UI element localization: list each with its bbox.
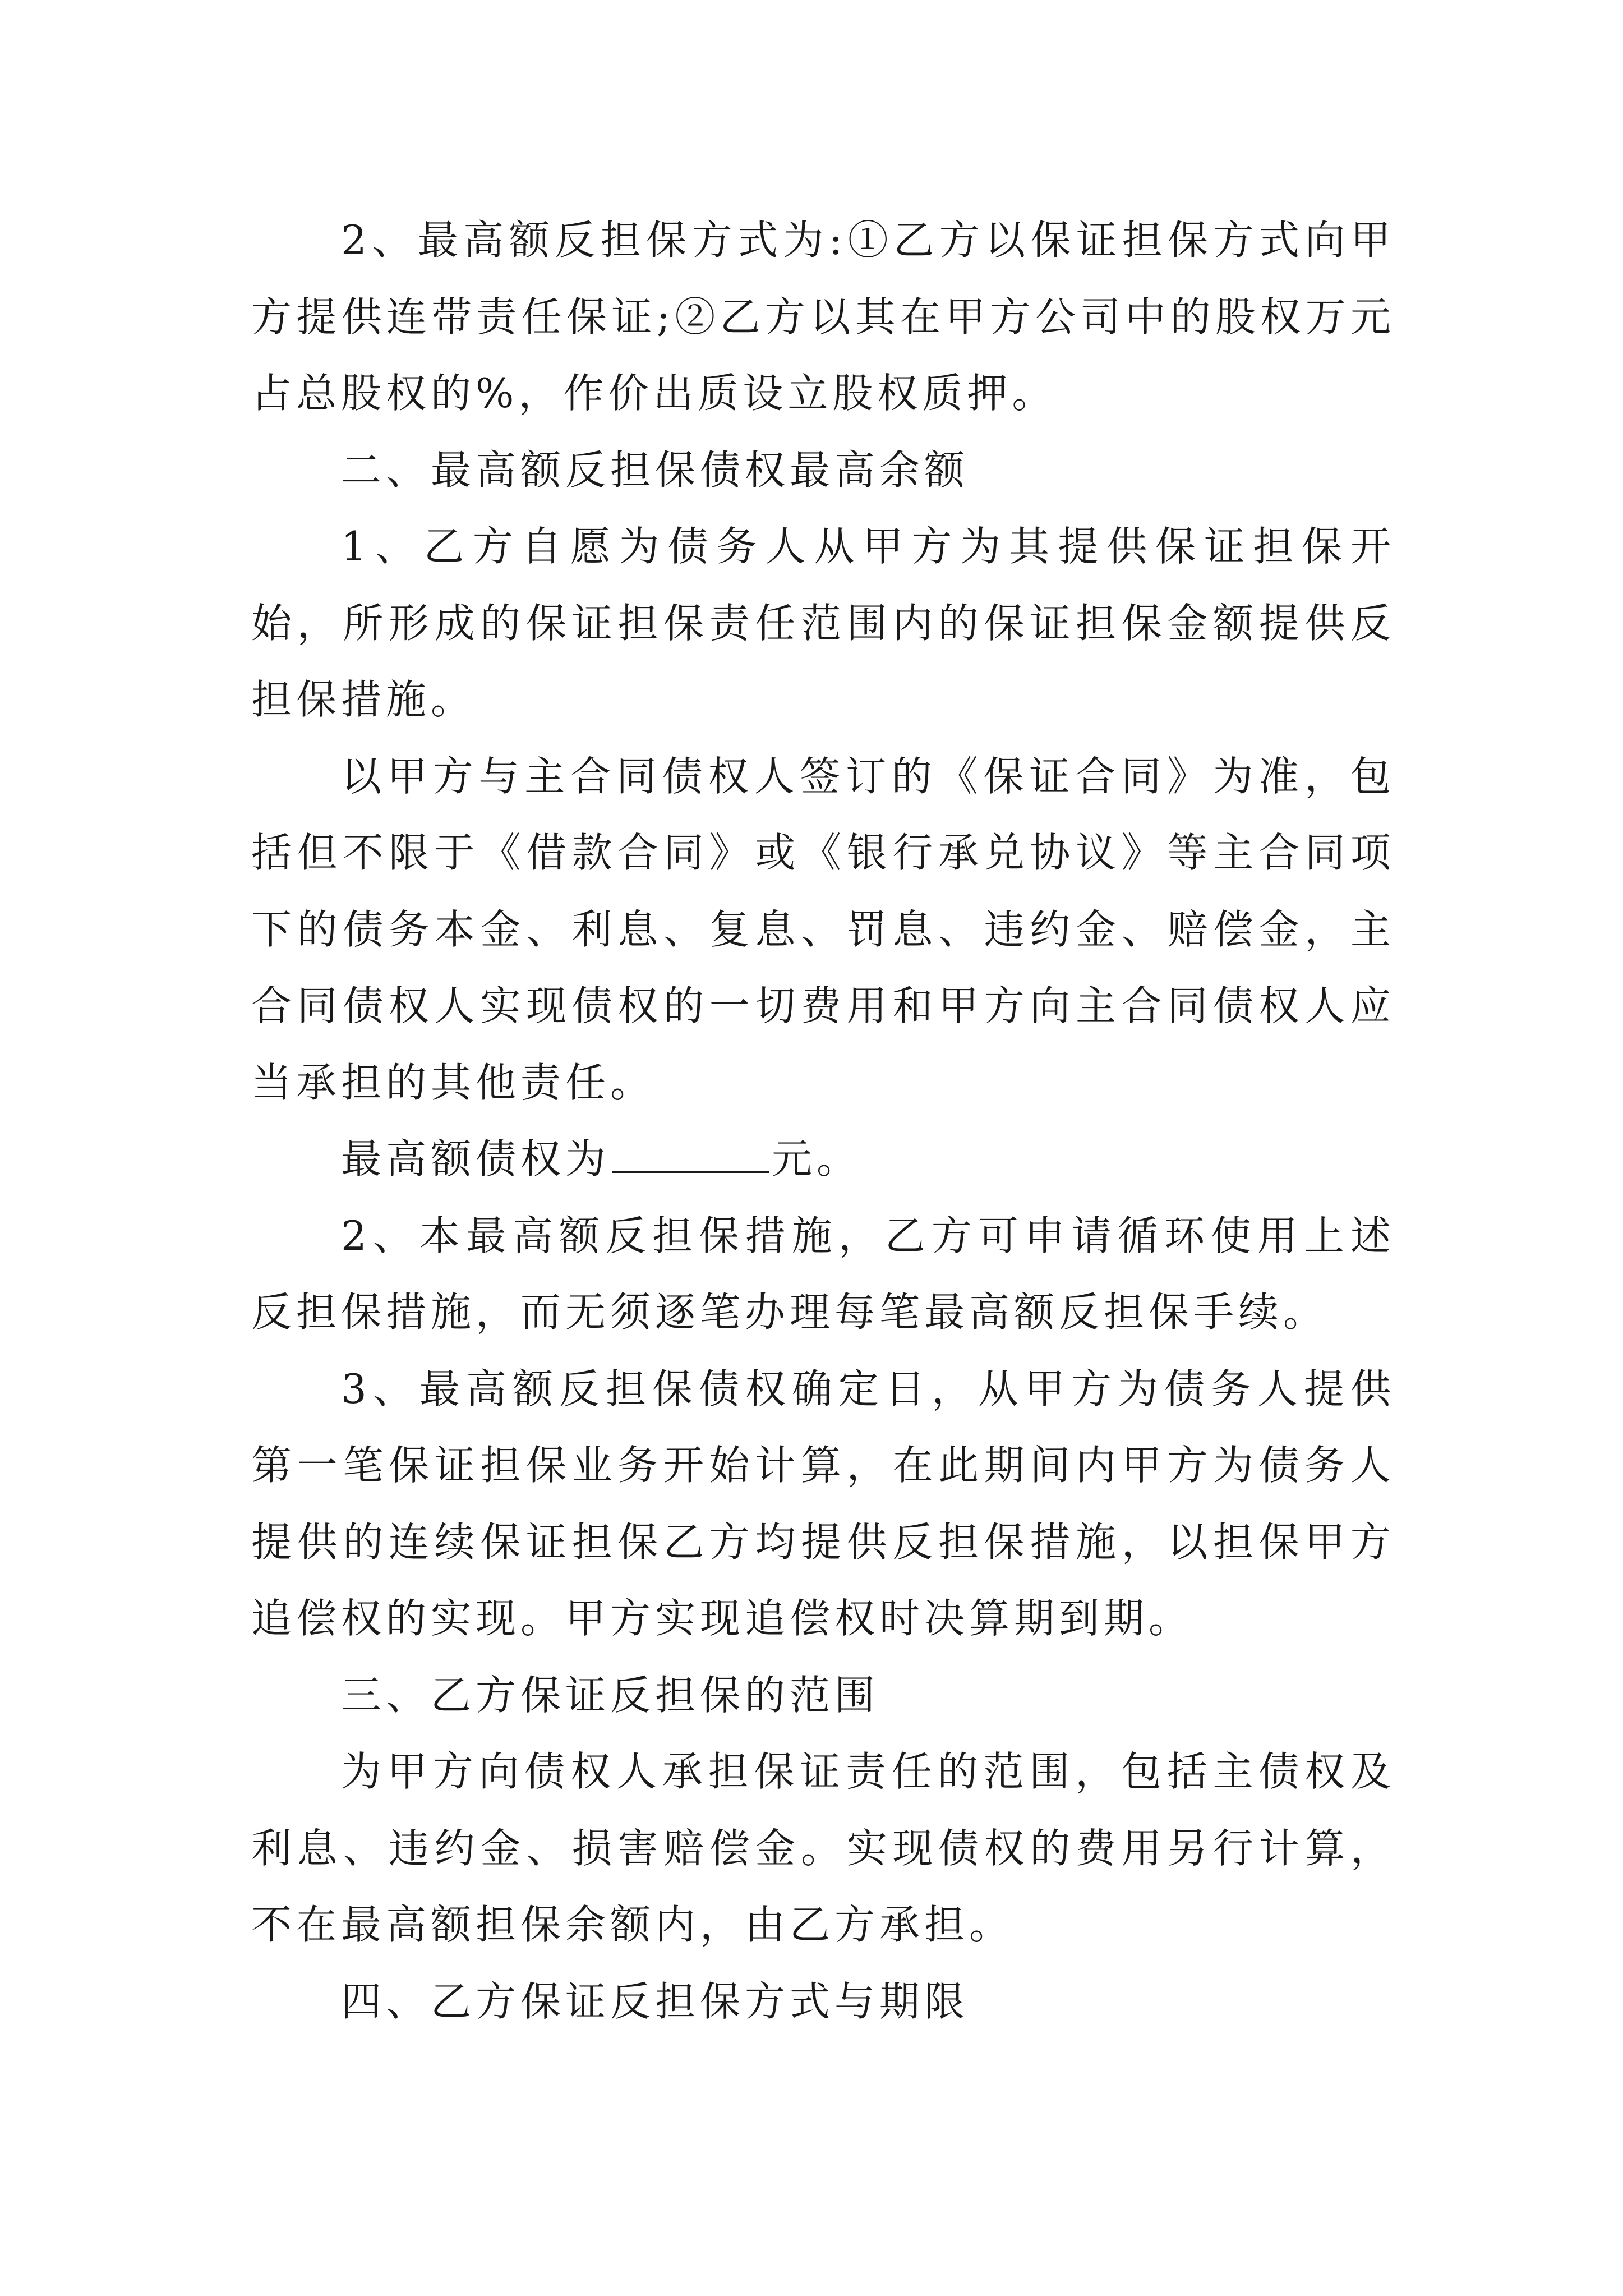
paragraph-voluntary-guarantee: 1、乙方自愿为债务人从甲方为其提供保证担保开始，所形成的保证担保责任范围内的保证担保金额提供反担保措施。: [251, 523, 1395, 723]
section-heading-method-and-term: 四、乙方保证反担保方式与期限: [341, 1977, 970, 2025]
paragraph-revolving-use: 2、本最高额反担保措施，乙方可申请循环使用上述反担保措施，而无须逐笔办理每笔最高额反担保手续。: [251, 1212, 1395, 1336]
document-body: [251, 202, 1395, 2040]
max-claim-unit: 元。: [772, 1135, 862, 1182]
paragraph-guarantee-method: 2、最高额反担保方式为:①乙方以保证担保方式向甲方提供连带责任保证;②乙方以其在甲方公司中的股权万元占总股权的%，作价出质设立股权质押。: [251, 217, 1395, 417]
amount-blank-line: [612, 1135, 769, 1173]
section-heading-max-balance: 二、最高额反担保债权最高余额: [341, 446, 970, 494]
paragraph-guarantee-scope: 为甲方向债权人承担保证责任的范围，包括主债权及利息、违约金、损害赔偿金。实现债权的费用另行计算，不在最高额担保余额内，由乙方承担。: [251, 1748, 1395, 1948]
max-claim-label: 最高额债权为: [341, 1135, 611, 1182]
paragraph-scope-of-contract: 以甲方与主合同债权人签订的《保证合同》为准，包括但不限于《借款合同》或《银行承兑协议》等主合同项下的债务本金、利息、复息、罚息、违约金、赔偿金，主合同债权人实现债权的一切费用和甲方向主合同债权人应当承担的其他责任。: [251, 752, 1395, 1106]
section-heading-guarantee-scope: 三、乙方保证反担保的范围: [341, 1671, 880, 1719]
paragraph-max-claim-amount: [251, 1121, 1395, 1198]
paragraph-determination-date: 3、最高额反担保债权确定日，从甲方为债务人提供第一笔保证担保业务开始计算，在此期间内甲方为债务人提供的连续保证担保乙方均提供反担保措施，以担保甲方追偿权的实现。甲方实现追偿权时决算期到期。: [251, 1365, 1395, 1642]
